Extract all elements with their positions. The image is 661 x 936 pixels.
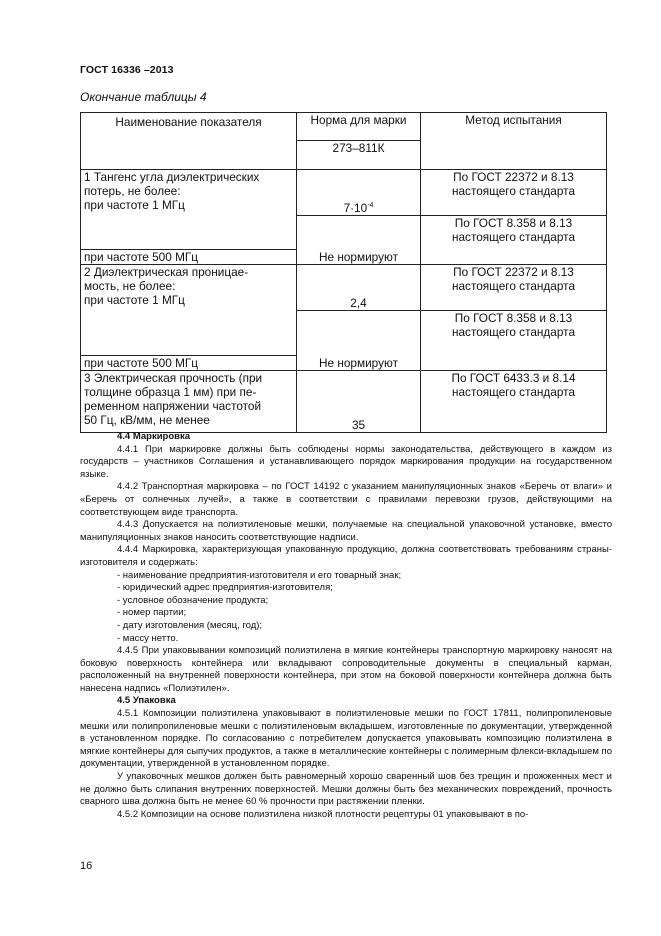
row3-name bbox=[81, 371, 297, 433]
paragraph-4-4-5: 4.4.5 При упаковывании композиций полиэтилена в мягкие контейнеры транспортную маркировку наносят на боковую поверхность контейнера или вкладывают сопроводительные документы в специальный карман, расположенный на внутренней поверхности контейнера, при этом на боковой поверхности контейнера должна быть нанесена надпись «Полиэтилен». bbox=[80, 645, 612, 694]
row2-norm: 2,4 bbox=[297, 265, 421, 311]
list-item: - номер партии; bbox=[117, 607, 187, 619]
row2-name-line: при частоте 1 МГц bbox=[84, 293, 185, 307]
list-item: - массу нетто. bbox=[117, 632, 179, 644]
paragraph-4-5-2: 4.5.2 Композиции на основе полиэтилена низкой плотности рецептуры 01 упаковывают в по- bbox=[117, 808, 529, 820]
list-item: - юридический адрес предприятия-изготовителя; bbox=[117, 582, 333, 594]
table-4 bbox=[80, 112, 607, 433]
table-caption: Окончание таблицы 4 bbox=[80, 90, 207, 104]
list-item: - наименование предприятия-изготовителя и его товарный знак; bbox=[117, 569, 402, 581]
paragraph-4-4-4: 4.4.4 Маркировка, характеризующая упакованную продукцию, должна соответствовать требованиям страны-изготовителя и содержать: bbox=[80, 544, 612, 568]
body-text bbox=[80, 431, 612, 821]
row1-name-line: потерь, не более: bbox=[84, 184, 181, 198]
header-norm: Норма для марки bbox=[297, 113, 421, 141]
section-heading-4-4: 4.4 Маркировка bbox=[117, 431, 191, 442]
row1-norm bbox=[297, 170, 421, 216]
row3-name-line: толщине образца 1 мм) при пе- bbox=[84, 385, 257, 399]
method-line: настоящего стандарта bbox=[451, 325, 576, 339]
row3-name-line: 3 Электрическая прочность (при bbox=[84, 371, 263, 385]
row3-name-line: 50 Гц, кВ/мм, не менее bbox=[84, 413, 210, 427]
method-line: По ГОСТ 6433.3 и 8.14 bbox=[451, 371, 576, 385]
row1b-method bbox=[421, 216, 607, 265]
row1-name-line: при частоте 1 МГц bbox=[84, 198, 185, 212]
row2-name bbox=[81, 265, 297, 356]
row1-name bbox=[81, 170, 297, 250]
row1-method bbox=[421, 170, 607, 216]
row3-name-line: ременном напряжении частотой bbox=[84, 399, 262, 413]
row2-name-line: мость, не более: bbox=[84, 279, 176, 293]
row3-norm: 35 bbox=[297, 371, 421, 433]
document-header: ГОСТ 16336 –2013 bbox=[80, 64, 174, 76]
section-heading-4-5: 4.5 Упаковка bbox=[117, 695, 176, 707]
header-method: Метод испытания bbox=[421, 113, 607, 170]
paragraph-4-5-1-cont: У упаковочных мешков должен быть равномерный хорошо сваренный шов без трещин и прожженных мест и не должно быть слипания внутренних поверхностей. Мешки должны быть без механических повреждений, прочность сварного шва должна быть не менее 60 % прочности при растяжении пленки. bbox=[80, 771, 612, 808]
header-grade: 273–811К bbox=[297, 141, 421, 170]
row2-name-line: 2 Диэлектрическая проницае- bbox=[84, 265, 249, 279]
method-line: настоящего стандарта bbox=[451, 230, 576, 244]
row3-method bbox=[421, 371, 607, 433]
paragraph-4-4-1: 4.4.1 При маркировке должны быть соблюдены нормы законодательства, действующего в каждом из государств – участников Соглашения и устанавливающего порядок маркирования продукции на государственном языке. bbox=[80, 443, 612, 480]
method-line: настоящего стандарта bbox=[451, 385, 576, 399]
method-line: По ГОСТ 22372 и 8.13 bbox=[453, 170, 574, 184]
page-number: 16 bbox=[80, 860, 93, 872]
method-line: настоящего стандарта bbox=[451, 279, 576, 293]
method-line: настоящего стандарта bbox=[451, 184, 576, 198]
row1-norm-base: 7·10 bbox=[343, 201, 368, 215]
row1-name-line: 1 Тангенс угла диэлектрических bbox=[84, 170, 260, 184]
paragraph-4-4-2: 4.4.2 Транспортная маркировка – по ГОСТ 14192 с указанием манипуляционных знаков «Беречь от влаги» и «Беречь от солнечных лучей», а также в соответствии с правилами перевозки грузов, действующими на соответствующем виде транспорта. bbox=[80, 481, 612, 518]
list-item: - дату изготовления (месяц, год); bbox=[117, 619, 263, 631]
method-line: По ГОСТ 8.358 и 8.13 bbox=[454, 216, 573, 230]
row2b-norm: Не нормируют bbox=[297, 311, 421, 371]
paragraph-4-4-3: 4.4.3 Допускается на полиэтиленовые мешки, получаемые на специальной упаковочной установке, вместо манипуляционных знаков наносить соответствующие надписи. bbox=[80, 519, 612, 543]
method-line: По ГОСТ 22372 и 8.13 bbox=[453, 265, 574, 279]
row1b-name: при частоте 500 МГц bbox=[81, 250, 297, 265]
list-item: - условное обозначение продукта; bbox=[117, 594, 269, 606]
row1-norm-exponent: -4 bbox=[367, 202, 374, 209]
paragraph-4-5-1: 4.5.1 Композиции полиэтилена упаковывают в полиэтиленовые мешки по ГОСТ 17811, полипропиленовые мешки или полипропиленовые мешки с полиэтиленовым вкладышем, изготовленные по документации, утвержденной в установленном порядке. По согласованию с потребителем допускается упаковывать композицию полиэтилена в мягкие контейнеры для сыпучих продуктов, а также в металлические контейнеры с полимерным флекси-вкладышем по документации, утвержденной в установленном порядке. bbox=[80, 708, 612, 770]
header-indicator: Наименование показателя bbox=[81, 113, 297, 170]
row2-method bbox=[421, 265, 607, 311]
row2b-method bbox=[421, 311, 607, 371]
row1b-norm: Не нормируют bbox=[297, 216, 421, 265]
method-line: По ГОСТ 8.358 и 8.13 bbox=[454, 311, 573, 325]
row2b-name: при частоте 500 МГц bbox=[81, 356, 297, 371]
